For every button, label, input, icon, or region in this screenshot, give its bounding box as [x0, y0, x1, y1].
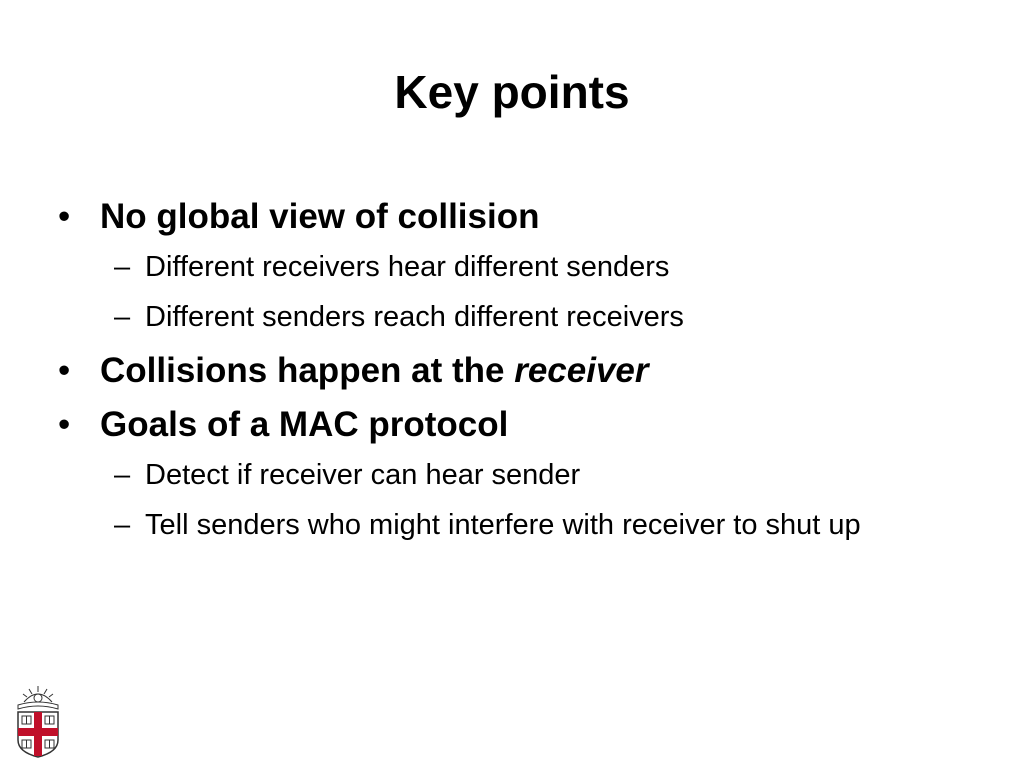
sub-marker: – [114, 251, 131, 283]
sun-crest [23, 686, 53, 702]
sub-text: Tell senders who might interfere with receiver to shut up [145, 509, 861, 541]
sub-list [58, 455, 978, 546]
sub-marker: – [114, 459, 131, 491]
sub-list [58, 247, 978, 338]
sub-item [58, 247, 978, 288]
bullet-text: Goals of a MAC protocol [100, 405, 509, 444]
bullet-marker: • [58, 197, 71, 236]
sub-item [58, 505, 978, 546]
banner [18, 702, 58, 709]
sub-marker: – [114, 509, 131, 541]
bullet-marker: • [58, 351, 71, 390]
sub-marker: – [114, 301, 131, 333]
bullet-marker: • [58, 405, 71, 444]
sub-item [58, 455, 978, 496]
bullet-emphasis: receiver [514, 351, 649, 390]
bullet-text: Collisions happen at the [100, 351, 515, 390]
sub-text: Different receivers hear different senders [145, 251, 670, 283]
bullet-item [58, 401, 978, 449]
sub-item [58, 297, 978, 338]
bullet-item [58, 193, 978, 241]
university-shield-icon [14, 682, 62, 758]
cross-horizontal [18, 728, 58, 736]
bullet-text: No global view of collision [100, 197, 540, 236]
bullet-item [58, 347, 978, 395]
bullet-list [58, 193, 978, 555]
sub-text: Detect if receiver can hear sender [145, 459, 581, 491]
slide-title: Key points [394, 66, 630, 118]
sub-text: Different senders reach different receivers [145, 301, 684, 333]
